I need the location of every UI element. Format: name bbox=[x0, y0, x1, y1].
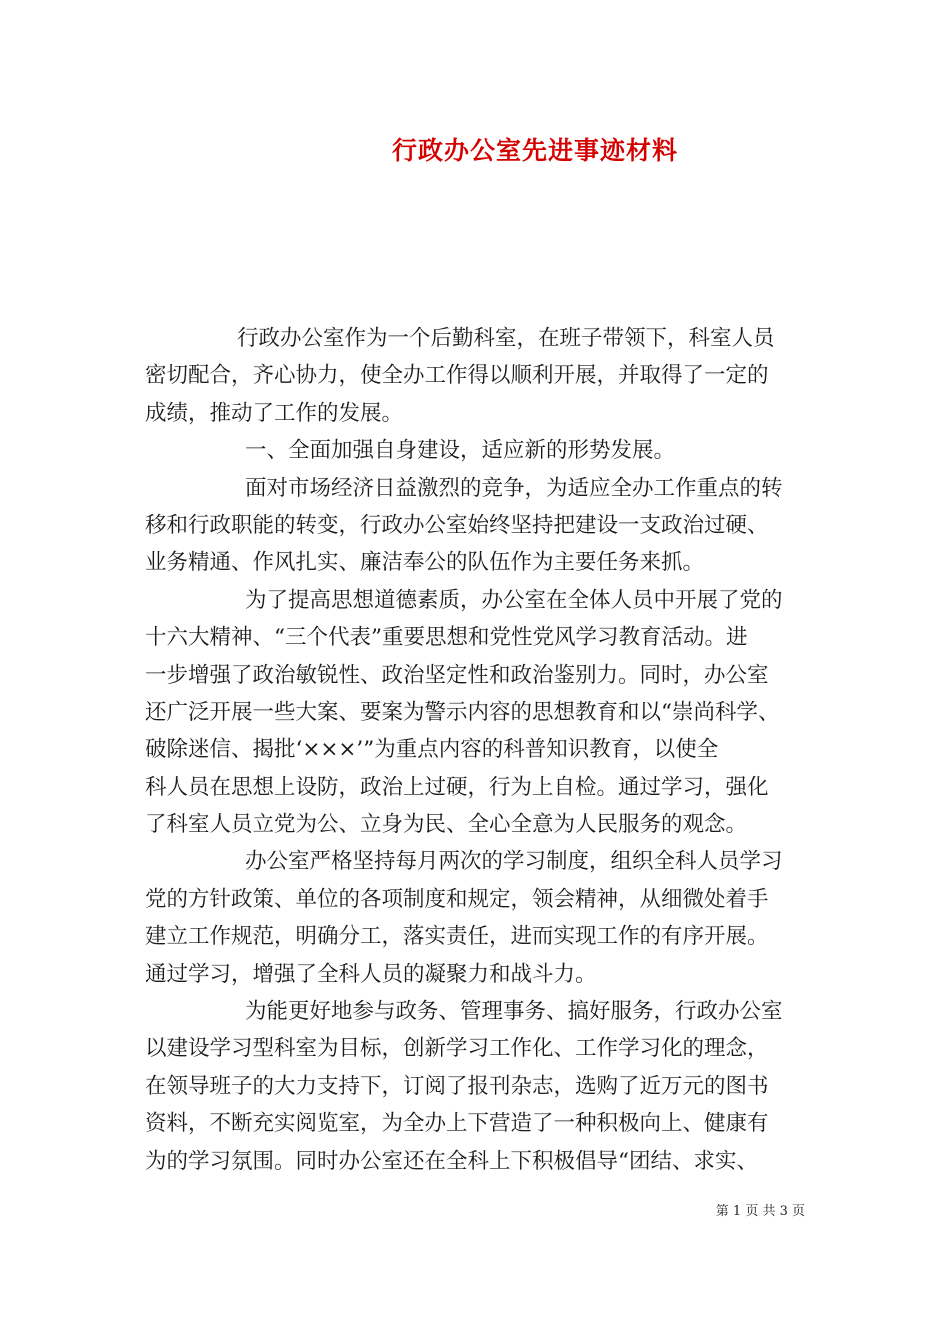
paragraph-line: 资料，不断充实阅览室，为全办上下营造了一种积极向上、健康有 bbox=[145, 1111, 769, 1137]
paragraph-line: 破除迷信、揭批‘×××’”为重点内容的科普知识教育，以使全 bbox=[145, 737, 719, 763]
paragraph-line: 业务精通、作风扎实、廉洁奉公的队伍作为主要任务来抓。 bbox=[145, 550, 705, 576]
paragraph-line: 建立工作规范，明确分工，落实责任，进而实现工作的有序开展。 bbox=[145, 924, 769, 950]
paragraph-line: 十六大精神、“三个代表”重要思想和党性党风学习教育活动。进 bbox=[145, 625, 748, 651]
paragraph-line: 移和行政职能的转变，行政办公室始终坚持把建设一支政治过硬、 bbox=[145, 512, 769, 538]
paragraph-line: 通过学习，增强了全科人员的凝聚力和战斗力。 bbox=[145, 961, 597, 987]
paragraph-line: 密切配合，齐心协力，使全办工作得以顺利开展，并取得了一定的 bbox=[145, 363, 769, 389]
paragraph-line: 在领导班子的大力支持下，订阅了报刊杂志，选购了近万元的图书 bbox=[145, 1073, 769, 1099]
section-heading: 一、全面加强自身建设，适应新的形势发展。 bbox=[245, 438, 676, 464]
paragraph-line: 成绩，推动了工作的发展。 bbox=[145, 400, 404, 426]
paragraph-line: 了科室人员立党为公、立身为民、全心全意为人民服务的观念。 bbox=[145, 812, 748, 838]
paragraph-line: 行政办公室作为一个后勤科室，在班子带领下，科室人员 bbox=[237, 326, 775, 351]
page-number-footer: 第 1 页 共 3 页 bbox=[715, 1204, 805, 1219]
paragraph-line: 为能更好地参与政务、管理事务、搞好服务，行政办公室 bbox=[245, 999, 783, 1025]
paragraph-line: 办公室严格坚持每月两次的学习制度，组织全科人员学习 bbox=[245, 849, 783, 875]
document-body bbox=[145, 320, 810, 1180]
document-title: 行政办公室先进事迹材料 bbox=[391, 136, 678, 165]
paragraph-line: 一步增强了政治敏锐性、政治坚定性和政治鉴别力。同时，办公室 bbox=[145, 662, 769, 688]
paragraph-line: 党的方针政策、单位的各项制度和规定，领会精神，从细微处着手 bbox=[145, 886, 769, 912]
paragraph-line: 面对市场经济日益激烈的竞争，为适应全办工作重点的转 bbox=[245, 475, 783, 501]
paragraph-line: 为了提高思想道德素质，办公室在全体人员中开展了党的 bbox=[245, 587, 783, 613]
paragraph-line: 还广泛开展一些大案、要案为警示内容的思想教育和以“崇尚科学、 bbox=[145, 699, 780, 725]
paragraph-line: 科人员在思想上设防，政治上过硬，行为上自检。通过学习，强化 bbox=[145, 774, 769, 800]
paragraph-line: 为的学习氛围。同时办公室还在全科上下积极倡导“团结、求实、 bbox=[145, 1148, 758, 1174]
paragraph-line: 以建设学习型科室为目标，创新学习工作化、工作学习化的理念， bbox=[145, 1036, 769, 1062]
